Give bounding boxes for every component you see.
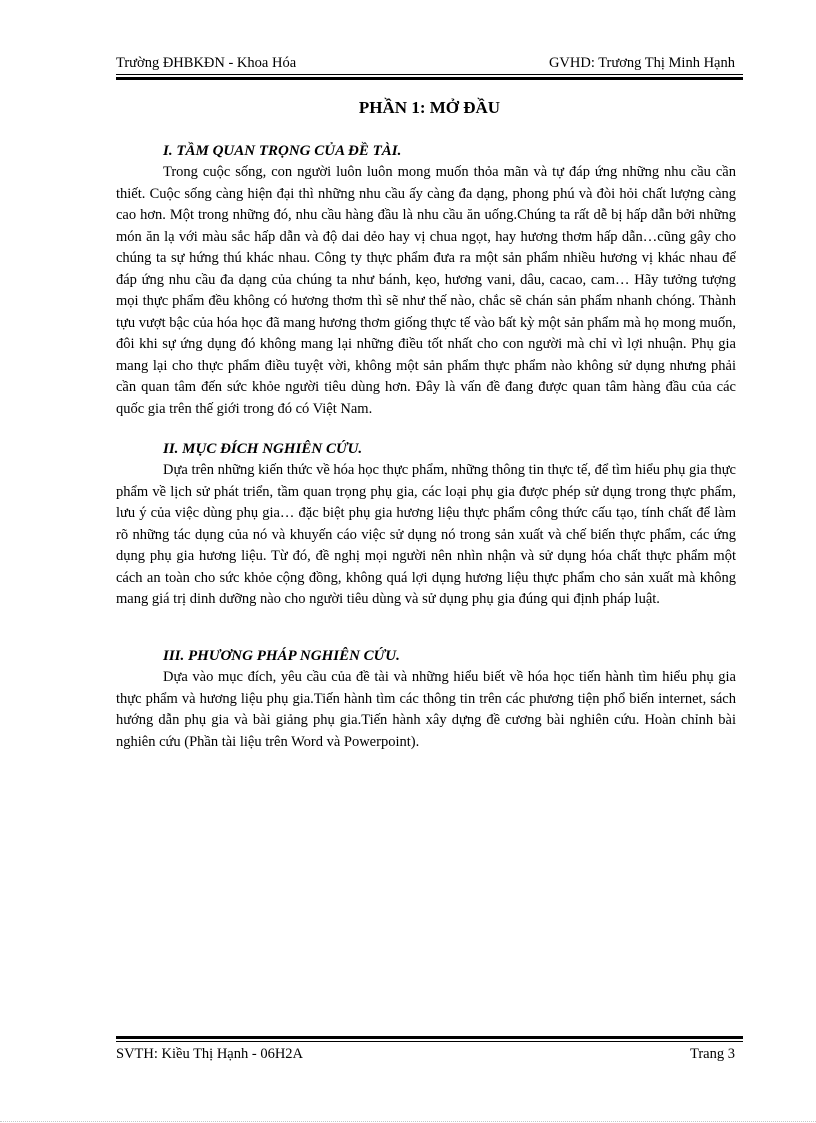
section-heading: I. TẦM QUAN TRỌNG CỦA ĐỀ TÀI. xyxy=(163,143,402,159)
section-heading: II. MỤC ĐÍCH NGHIÊN CỨU. xyxy=(163,441,363,457)
section-body: Dựa trên những kiến thức về hóa học thực phẩm, những thông tin thực tế, để tìm hiểu phụ gia thực phẩm về lịch sử phát triển, tầm quan trọng phụ gia, các loại phụ gia được phép sử dụng trong thực phẩm, lưu ý của việc dùng phụ gia… đặc biệt phụ gia hương liệu thực phẩm công thức cấu tạo, tính chất để làm rõ những tác dụng của nó và khuyến cáo việc sử dụng nó trong sản xuất và chế biến thực phẩm, các ứng dụng phụ gia hương liệu. Từ đó, đề nghị mọi người nên nhìn nhận và sử dụng hóa chất thực phẩm một cách an toàn cho sức khỏe cộng đồng, không quá lợi dụng hương liệu thực phẩm cho sản xuất mà không mang giá trị dinh dưỡng nào cho người tiêu dùng và sử dụng phụ gia đúng qui định pháp luật. xyxy=(116,462,736,607)
page-footer xyxy=(116,1046,743,1066)
header-rule-thick xyxy=(116,77,743,80)
section-method xyxy=(116,645,736,753)
page-title: PHẦN 1: MỞ ĐẦU xyxy=(358,98,501,117)
header-left-text: Trường ĐHBKĐN - Khoa Hóa xyxy=(116,55,297,71)
page-header xyxy=(116,55,743,75)
footer-rule-thick xyxy=(116,1036,743,1039)
header-rule-thin xyxy=(116,74,743,75)
footer-rule-thin xyxy=(116,1041,743,1042)
section-heading: III. PHƯƠNG PHÁP NGHIÊN CỨU. xyxy=(163,648,400,664)
section-purpose xyxy=(116,438,736,611)
footer-left-text: SVTH: Kiều Thị Hạnh - 06H2A xyxy=(116,1046,304,1062)
section-importance xyxy=(116,140,736,420)
page-number: Trang 3 xyxy=(690,1046,735,1062)
section-body: Trong cuộc sống, con người luôn luôn mong muốn thỏa mãn và tự đáp ứng những nhu cầu cần thiết. Cuộc sống càng hiện đại thì những nhu cầu ấy càng đa dạng, phong phú và đòi hỏi chất lượng càng cao hơn. Một trong những đó, nhu cầu hàng đầu là nhu cầu ăn uống.Chúng ta rất dễ bị hấp dẫn bởi những món ăn lạ với màu sắc hấp dẫn và độ dai dẻo hay vị chua ngọt, hay hương thơm hấp dẫn…cũng gây cho chúng ta sự hứng thú khác nhau. Công ty thực phẩm đưa ra một sản phẩm nhiều hương vị khác nhau để đáp ứng nhu cầu đa dạng của chúng ta như bánh, kẹo, hương vani, dâu, cacao, cam… Hãy tưởng tượng mọi thực phẩm đều không có hương thơm thì sẽ như thế nào, chắc sẽ chán sản phẩm nhanh chóng. Thành tựu vượt bậc của hóa học đã mang hương thơm giống thực tế vào bất kỳ một sản phẩm mà họ mong muốn, đôi khi sự ứng dụng đó không mang lại những điều tốt nhất cho con người mà chỉ vì lợi nhuận. Phụ gia mang lại cho thực phẩm điều tuyệt vời, không một sản phẩm thực phẩm nào không sử dụng nhưng phải cần quan tâm đến sức khỏe người tiêu dùng hơn. Đây là vấn đề đang được quan tâm hàng đầu của các quốc gia trên thế giới trong đó có Việt Nam. xyxy=(116,164,736,417)
header-right-text: GVHD: Trương Thị Minh Hạnh xyxy=(548,55,735,71)
section-body: Dựa vào mục đích, yêu cầu của đề tài và những hiểu biết về hóa học tiến hành tìm hiểu phụ gia thực phẩm và hương liệu phụ gia.Tiến hành tìm các thông tin trên các phương tiện phổ biến internet, sách hướng dẫn phụ gia và bài giảng phụ gia.Tiến hành xây dựng đề cương bài nghiên cứu. Hoàn chỉnh bài nghiên cứu (Phần tài liệu trên Word và Powerpoint). xyxy=(116,669,736,750)
page-edge-divider xyxy=(0,1121,816,1122)
